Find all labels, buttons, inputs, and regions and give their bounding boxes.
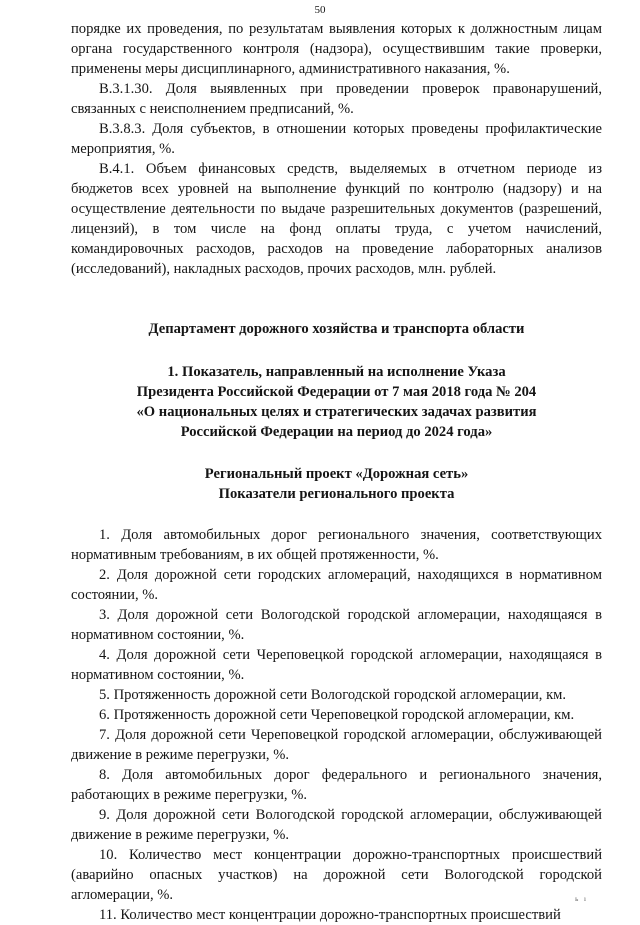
indicator-heading-line: Президента Российской Федерации от 7 мая 2018 года № 204 bbox=[136, 384, 537, 400]
intro-paragraph: В.4.1. Объем финансовых средств, выделяемых в отчетном периоде из бюджетов всех уровней на выполнение функций по контролю (надзору) и на осуществление деятельности по выдаче разрешительных документов (разрешений, лицензий), в том числе на фонд оплаты труда, с учетом начислений, командировочных расходов, расходов на проведение лабораторных анализов (исследований), накладных расходов, прочих расходов, млн. рублей. bbox=[71, 161, 602, 277]
indicator-list bbox=[71, 525, 602, 925]
list-item: 5. Протяженность дорожной сети Вологодской городской агломерации, км. bbox=[99, 687, 567, 703]
list-item: 6. Протяженность дорожной сети Череповецкой городской агломерации, км. bbox=[99, 707, 575, 723]
list-item: 7. Доля дорожной сети Череповецкой городской агломерации, обслуживающей движение в режиме перегрузки, %. bbox=[71, 727, 602, 763]
project-heading-line: Показатели регионального проекта bbox=[218, 486, 455, 502]
department-heading: Департамент дорожного хозяйства и транспорта области bbox=[148, 321, 525, 337]
corner-mark: ь ı bbox=[575, 895, 588, 903]
project-heading bbox=[71, 464, 602, 504]
indicator-heading bbox=[71, 362, 602, 442]
list-item: 10. Количество мест концентрации дорожно-транспортных происшествий (аварийно опасных участков) на дорожной сети Вологодской городской агломерации, %. bbox=[71, 847, 602, 903]
list-item: 8. Доля автомобильных дорог федерального и регионального значения, работающих в режиме перегрузки, %. bbox=[71, 767, 602, 803]
intro-paragraph: порядке их проведения, по результатам выявления которых к должностным лицам органа государственного контроля (надзора), осуществившим такие проверки, применены меры дисциплинарного, административного наказания, %. bbox=[71, 21, 602, 77]
indicator-heading-line: Российской Федерации на период до 2024 года» bbox=[180, 424, 493, 440]
intro-paragraph: В.3.1.30. Доля выявленных при проведении проверок правонарушений, связанных с неисполнением предписаний, %. bbox=[71, 81, 602, 117]
indicator-heading-line: 1. Показатель, направленный на исполнение Указа bbox=[167, 364, 506, 380]
list-item: 3. Доля дорожной сети Вологодской городской агломерации, находящаяся в нормативном состоянии, %. bbox=[71, 607, 602, 643]
list-item: 2. Доля дорожной сети городских агломераций, находящихся в нормативном состоянии, %. bbox=[71, 567, 602, 603]
list-item: 9. Доля дорожной сети Вологодской городской агломерации, обслуживающей движение в режиме перегрузки, %. bbox=[71, 807, 602, 843]
project-heading-line: Региональный проект «Дорожная сеть» bbox=[204, 466, 469, 482]
list-item: 1. Доля автомобильных дорог регионального значения, соответствующих нормативным требованиям, в их общей протяженности, %. bbox=[71, 527, 602, 563]
page-number: 50 bbox=[314, 4, 326, 16]
indicator-heading-line: «О национальных целях и стратегических задачах развития bbox=[136, 404, 537, 420]
intro-paragraph: В.3.8.3. Доля субъектов, в отношении которых проведены профилактические мероприятия, %. bbox=[71, 121, 602, 157]
document-body bbox=[71, 19, 602, 925]
list-item: 11. Количество мест концентрации дорожно-транспортных происшествий bbox=[99, 907, 561, 923]
list-item: 4. Доля дорожной сети Череповецкой городской агломерации, находящаяся в нормативном состоянии, %. bbox=[71, 647, 602, 683]
